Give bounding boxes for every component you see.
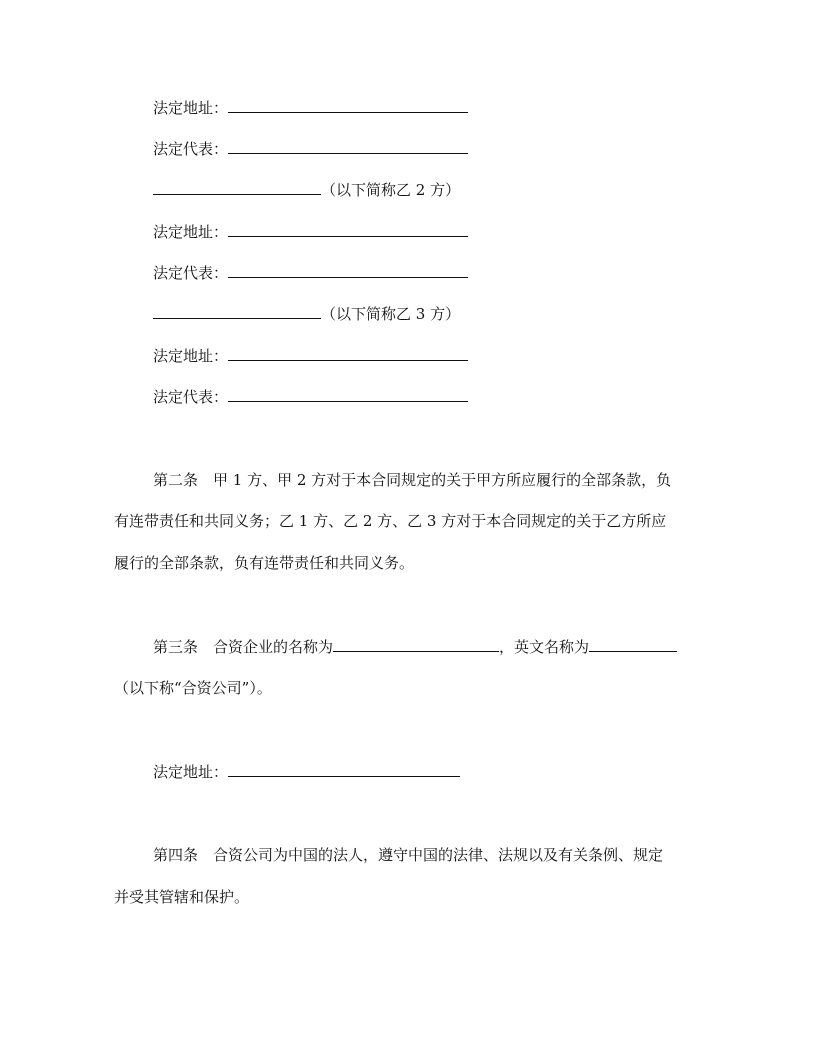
address-label: 法定地址： [153,99,229,117]
rep-label: 法定代表： [153,140,229,158]
article4-line2: 并受其管辖和保护。 [114,888,250,906]
b3-name-line [153,304,460,324]
rep-blank[interactable] [228,387,468,402]
rep-blank[interactable] [228,263,468,278]
b2-address-line [153,222,468,242]
b2-name-blank[interactable] [153,180,321,195]
article3-line1 [153,637,677,657]
article3-line2: （以下称“合资公司”）。 [114,679,272,697]
article2-line1: 第二条 甲 1 方、甲 2 方对于本合同规定的关于甲方所应履行的全部条款，负 [153,471,672,489]
b3-address-line [153,346,468,366]
rep-label: 法定代表： [153,264,229,282]
b2-rep-line [153,263,468,283]
b2-note: （以下简称乙 2 方） [321,181,461,199]
address-label: 法定地址： [153,223,229,241]
b1-address-line [153,98,468,118]
article3-part1: 第三条 合资企业的名称为 [153,638,334,656]
article2-line3: 履行的全部条款，负有连带责任和共同义务。 [114,554,415,572]
article4-line1: 第四条 合资公司为中国的法人，遵守中国的法律、法规以及有关条例、规定 [153,846,664,864]
b2-name-line [153,180,460,200]
article2-line2: 有连带责任和共同义务；乙 1 方、乙 2 方、乙 3 方对于本合同规定的关于乙方所应 [114,512,667,530]
jv-address-label: 法定地址： [153,763,229,781]
b3-rep-line [153,387,468,407]
jv-address-line [153,762,460,782]
rep-label: 法定代表： [153,388,229,406]
english-name-blank[interactable] [589,637,677,652]
address-blank[interactable] [228,346,468,361]
rep-blank[interactable] [228,139,468,154]
b3-note: （以下简称乙 3 方） [321,305,461,323]
address-blank[interactable] [228,222,468,237]
article3-part2: ，英文名称为 [499,638,590,656]
address-label: 法定地址： [153,347,229,365]
b3-name-blank[interactable] [153,304,321,319]
company-name-blank[interactable] [333,637,499,652]
b1-rep-line [153,139,468,159]
address-blank[interactable] [228,98,468,113]
jv-address-blank[interactable] [228,762,460,777]
